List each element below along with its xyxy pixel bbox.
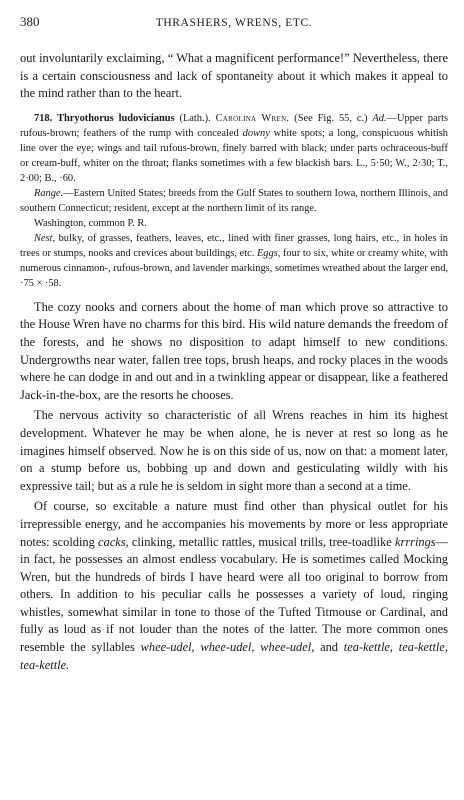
eggs-text: four to six, white or creamy white, with numerous cinnamon-, rufous-brown, and lavender markings, sometimes wreathed about the larger end, ·75 × ·58. xyxy=(20,247,448,289)
voice-text-2: clinking, metallic rattles, musical trills, tree-toadlike xyxy=(128,534,395,549)
common-name: Carolina Wren. xyxy=(215,112,290,124)
downy-word: downy xyxy=(242,127,270,139)
voice-text-1: Of course, so excitable a nature must find other than physical outlet for his irrepressible energy, and he accompanies his movements by more or less appropriate notes: scolding xyxy=(20,499,448,549)
page-number: 380 xyxy=(20,14,40,29)
paragraph-activity: The nervous activity so characteristic of all Wrens reaches in him its highest development. Whatever he may be when alone, he is never at rest so long as he imagines himself observed. Now he is on this side of us, now on that: a moment later, on a stump before us, bobbing up and down and gesticulating wildly with his expressive tail; but as a rule he is seldom in sight more than a second at a time. xyxy=(20,408,448,493)
eggs-label: Eggs, xyxy=(256,247,281,259)
running-title: THRASHERS, WRENS, ETC. xyxy=(155,17,313,29)
ad-label: Ad. xyxy=(372,112,387,124)
range-text: —Eastern United States; breeds from the Gulf States to southern Iowa, northern Illinois, and southern Connecticut; resident, except at the northern limit of its range. xyxy=(20,187,448,214)
range-label: Range. xyxy=(34,187,64,199)
continuation-paragraph: out involuntarily exclaiming, “ What a magnificent performance!” Nevertheless, there is a certain consciousness and lack of spontaneity about it which makes it appeal to the mind rather than to the heart. xyxy=(20,51,448,101)
voice-text-3: —in fact, he possesses an almost endless vocabulary. He is sometimes called Mocking Wren, but the hundreds of birds I have heard were all too original to borrow from others. In addition to his peculiar calls he possesses a variety of loud, ringing whistles, somewhat similar in tone to those of the Tufted Titmouse or Cardinal, and fully as loud as if not louder than the notes of the latter. The more common ones resemble the syllables xyxy=(20,534,449,655)
washington-line: Washington, common P. R. xyxy=(34,217,147,229)
nest-paragraph xyxy=(20,231,448,291)
running-head xyxy=(20,14,448,34)
entry-number: 718. xyxy=(34,112,53,124)
nest-text: bulky, of grasses, feathers, leaves, etc., lined with finer grasses, long hairs, etc., in holes in trees or stumps, nooks and crevices about buildings, etc. xyxy=(20,232,448,259)
whee-udel-syllables: whee-udel, whee-udel, whee-udel, xyxy=(140,640,315,655)
range-paragraph xyxy=(20,186,448,216)
species-entry xyxy=(20,111,448,186)
figure-reference: (See Fig. 55, c.) xyxy=(294,112,368,124)
description-part-1: —Upper parts rufous-brown; feathers of the rump with concealed xyxy=(20,112,448,139)
paragraph-habitat: The cozy nooks and corners about the home of man which prove so attractive to the House Wren have no charms for this bird. His wild nature demands the freedom of the forests, and he shows no disposition to adapt himself to new conditions. Undergrowths near water, fallen tree tops, brush heaps, and rocky places in the woods where he can dodge in and out and in a twinkling appear or disappear, like a feathered Jack-in-the-box, are the resorts he chooses. xyxy=(20,299,449,402)
scientific-name: Thryothorus ludovicianus xyxy=(57,112,175,124)
cacks-word: cacks, xyxy=(98,534,129,549)
tea-kettle-syllables: tea-kettle, tea-kettle, tea-kettle. xyxy=(20,640,448,672)
paragraph-voice xyxy=(20,498,448,674)
nest-label: Nest, xyxy=(34,232,56,244)
voice-text-4: and xyxy=(314,640,344,655)
description-part-2: white spots; a long, conspicuous whitish line over the eye; wings and tail rufous-brown, finely barred with black; under parts ochraceous-buff or cream-buff, whiter on the throat; flanks sometimes with a few blackish bars. L., 5·50; W., 2·30; T., 2·00; B., ·60. xyxy=(20,127,448,184)
krrrings-word: krrrings xyxy=(395,534,436,549)
authority: (Lath.). xyxy=(179,112,211,124)
